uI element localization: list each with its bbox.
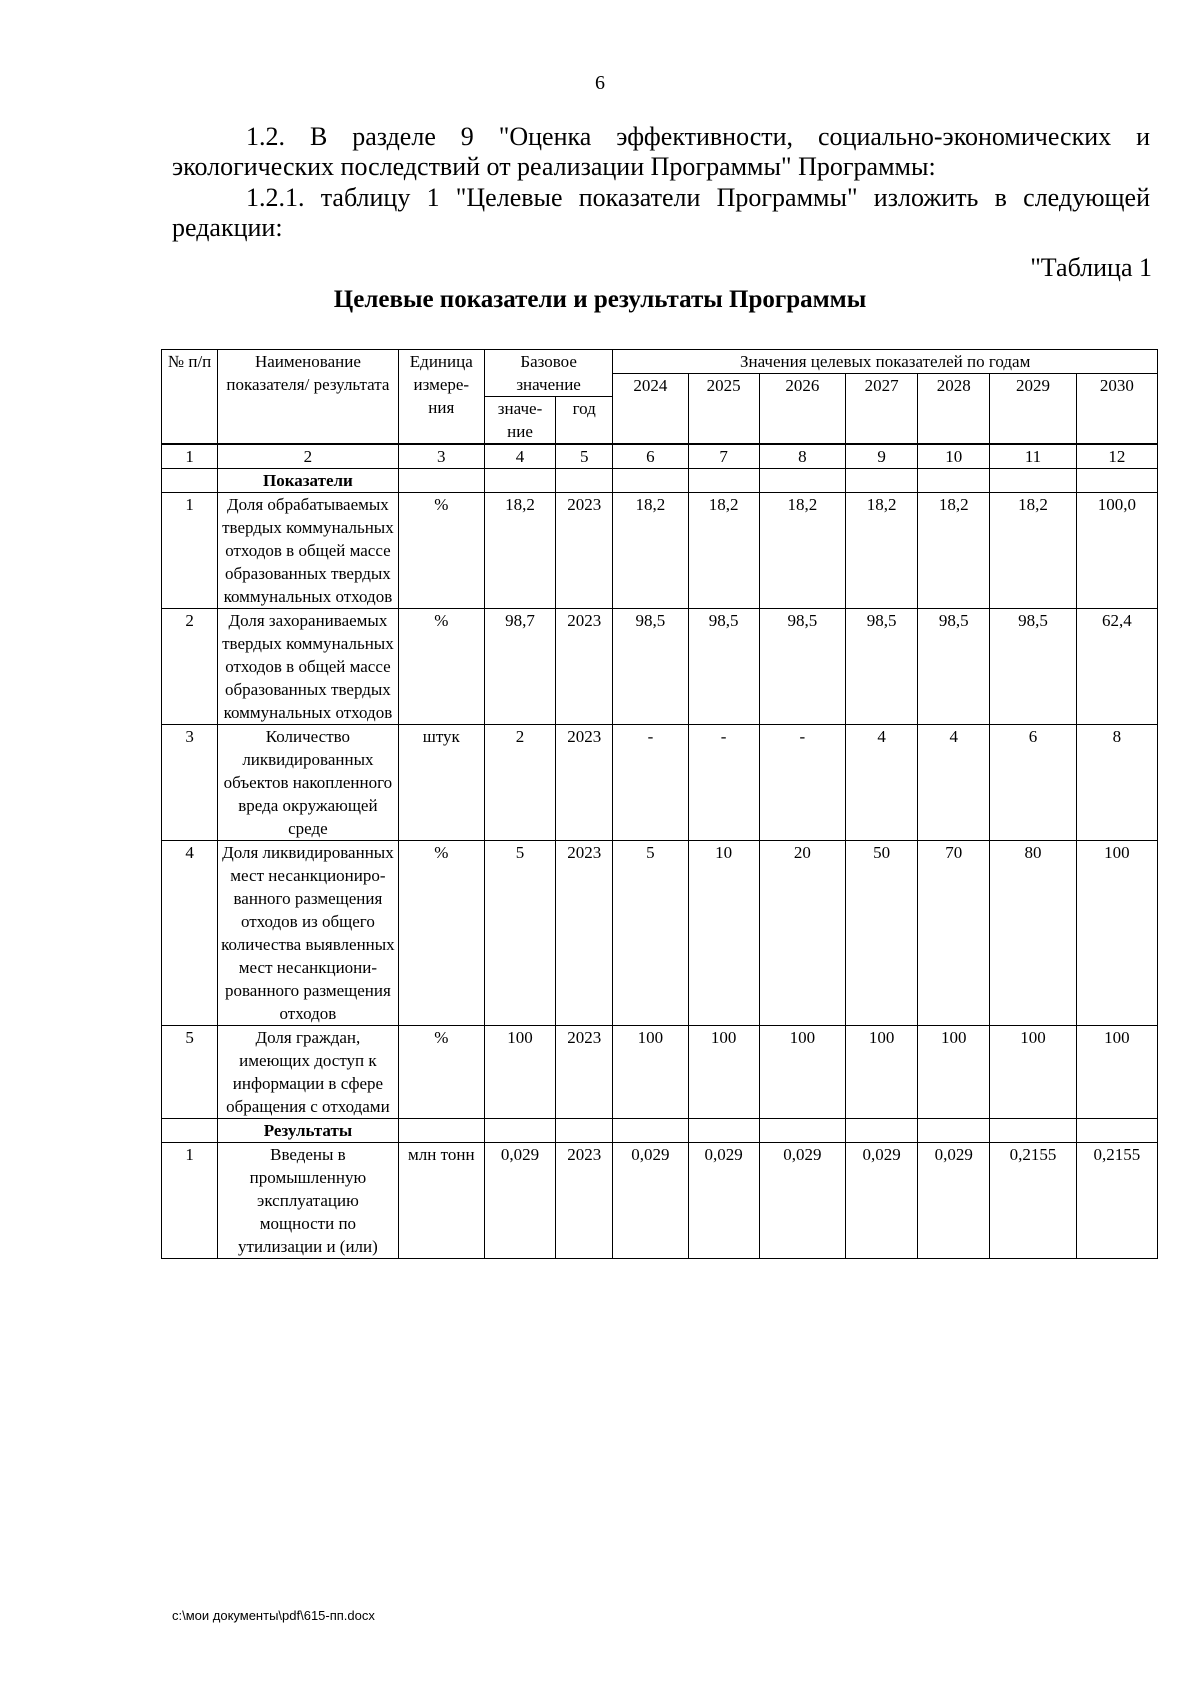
- year-value-cell: 18,2: [688, 493, 759, 609]
- year-value-cell: 0,029: [759, 1143, 845, 1259]
- header-name: Наименование показателя/ результата: [218, 350, 399, 445]
- unit-cell: %: [398, 493, 484, 609]
- row-number: 3: [162, 725, 218, 841]
- header-unit: Единица измере-ния: [398, 350, 484, 445]
- year-value-cell: 100: [990, 1026, 1076, 1119]
- year-value-cell: 0,029: [918, 1143, 990, 1259]
- header-year: 2025: [688, 374, 759, 445]
- year-value-cell: 4: [845, 725, 917, 841]
- col-number: 10: [918, 444, 990, 469]
- table-row: [162, 1143, 1158, 1259]
- row-number: 2: [162, 609, 218, 725]
- year-value-cell: 0,029: [845, 1143, 917, 1259]
- indicator-rows: [162, 493, 1158, 1119]
- col-number: 5: [556, 444, 613, 469]
- file-path-footer: c:\мои документы\pdf\615-пп.docx: [172, 1608, 375, 1623]
- header-num: № п/п: [162, 350, 218, 445]
- unit-cell: %: [398, 609, 484, 725]
- year-value-cell: 20: [759, 841, 845, 1026]
- col-number: 12: [1076, 444, 1157, 469]
- unit-cell: %: [398, 1026, 484, 1119]
- row-number: 5: [162, 1026, 218, 1119]
- table-row: [162, 841, 1158, 1026]
- base-value-cell: 2: [484, 725, 555, 841]
- col-number: 4: [484, 444, 555, 469]
- col-number: 1: [162, 444, 218, 469]
- result-rows: [162, 1143, 1158, 1259]
- header-years-group: Значения целевых показателей по годам: [613, 350, 1158, 374]
- year-value-cell: 100: [1076, 841, 1157, 1026]
- col-number: 6: [613, 444, 688, 469]
- row-number: 1: [162, 493, 218, 609]
- indicator-name: Количество ликвидированных объектов накопленного вреда окружающей среде: [218, 725, 399, 841]
- year-value-cell: 18,2: [990, 493, 1076, 609]
- paragraph-1-2: 1.2. В разделе 9 "Оценка эффективности, социально-экономических и экологических последствий от реализации Программы" Программы:: [172, 122, 1150, 181]
- targets-table: [161, 349, 1158, 1259]
- year-value-cell: 98,5: [918, 609, 990, 725]
- header-year: 2029: [990, 374, 1076, 445]
- year-value-cell: 100: [759, 1026, 845, 1119]
- year-value-cell: -: [613, 725, 688, 841]
- base-value-cell: 5: [484, 841, 555, 1026]
- year-value-cell: 98,5: [688, 609, 759, 725]
- year-value-cell: 0,2155: [990, 1143, 1076, 1259]
- header-base-year: год: [556, 397, 613, 445]
- page-number: 6: [595, 72, 605, 94]
- indicator-name: Доля обрабатываемых твердых коммунальных отходов в общей массе образованных твердых коммунальных отходов: [218, 493, 399, 609]
- paragraph-1-2-1: 1.2.1. таблицу 1 "Целевые показатели Программы" изложить в следующей редакции:: [172, 183, 1150, 242]
- header-year: 2030: [1076, 374, 1157, 445]
- header-year: 2027: [845, 374, 917, 445]
- col-number: 11: [990, 444, 1076, 469]
- year-value-cell: 100: [688, 1026, 759, 1119]
- base-year-cell: 2023: [556, 1143, 613, 1259]
- results-section: [162, 1119, 1158, 1143]
- indicator-name: Доля ликвидированных мест несанкциониро-ванного размещения отходов из общего количества выявленных мест несанкциони-рованного размещения отходов: [218, 841, 399, 1026]
- year-value-cell: 62,4: [1076, 609, 1157, 725]
- indicator-name: Доля граждан, имеющих доступ к информации в сфере обращения с отходами: [218, 1026, 399, 1119]
- year-value-cell: 100,0: [1076, 493, 1157, 609]
- base-year-cell: 2023: [556, 493, 613, 609]
- year-value-cell: 100: [918, 1026, 990, 1119]
- base-year-cell: 2023: [556, 609, 613, 725]
- year-value-cell: 98,5: [990, 609, 1076, 725]
- column-number-row: [162, 444, 1158, 469]
- col-number: 9: [845, 444, 917, 469]
- year-value-cell: 6: [990, 725, 1076, 841]
- year-value-cell: 5: [613, 841, 688, 1026]
- year-value-cell: 100: [613, 1026, 688, 1119]
- year-value-cell: 0,029: [613, 1143, 688, 1259]
- year-value-cell: 4: [918, 725, 990, 841]
- base-year-cell: 2023: [556, 725, 613, 841]
- header-base-value: значе-ние: [484, 397, 555, 445]
- indicator-name: Доля захораниваемых твердых коммунальных отходов в общей массе образованных твердых коммунальных отходов: [218, 609, 399, 725]
- unit-cell: %: [398, 841, 484, 1026]
- header-year: 2026: [759, 374, 845, 445]
- year-value-cell: 0,029: [688, 1143, 759, 1259]
- unit-cell: штук: [398, 725, 484, 841]
- section-heading-indicators: Показатели: [218, 469, 399, 493]
- col-number: 2: [218, 444, 399, 469]
- table-row: [162, 1026, 1158, 1119]
- year-value-cell: 50: [845, 841, 917, 1026]
- year-value-cell: 10: [688, 841, 759, 1026]
- year-value-cell: 100: [1076, 1026, 1157, 1119]
- header-year: 2024: [613, 374, 688, 445]
- year-value-cell: 98,5: [759, 609, 845, 725]
- indicator-name: Введены в промышленную эксплуатацию мощности по утилизации и (или): [218, 1143, 399, 1259]
- base-value-cell: 98,7: [484, 609, 555, 725]
- row-number: 4: [162, 841, 218, 1026]
- base-value-cell: 0,029: [484, 1143, 555, 1259]
- col-number: 7: [688, 444, 759, 469]
- base-year-cell: 2023: [556, 841, 613, 1026]
- base-value-cell: 18,2: [484, 493, 555, 609]
- table-header: [162, 350, 1158, 445]
- year-value-cell: -: [759, 725, 845, 841]
- year-value-cell: 18,2: [613, 493, 688, 609]
- year-value-cell: 98,5: [845, 609, 917, 725]
- year-value-cell: -: [688, 725, 759, 841]
- year-value-cell: 0,2155: [1076, 1143, 1157, 1259]
- table-row: [162, 609, 1158, 725]
- year-value-cell: 18,2: [918, 493, 990, 609]
- year-value-cell: 70: [918, 841, 990, 1026]
- unit-cell: млн тонн: [398, 1143, 484, 1259]
- base-year-cell: 2023: [556, 1026, 613, 1119]
- row-number: 1: [162, 1143, 218, 1259]
- base-value-cell: 100: [484, 1026, 555, 1119]
- indicators-section: [162, 469, 1158, 493]
- year-value-cell: 80: [990, 841, 1076, 1026]
- table-row: [162, 725, 1158, 841]
- year-value-cell: 100: [845, 1026, 917, 1119]
- col-number: 3: [398, 444, 484, 469]
- header-base: Базовое значение: [484, 350, 612, 397]
- header-year: 2028: [918, 374, 990, 445]
- col-number: 8: [759, 444, 845, 469]
- table-title: Целевые показатели и результаты Программы: [333, 286, 867, 313]
- year-value-cell: 18,2: [759, 493, 845, 609]
- section-heading-results: Результаты: [218, 1119, 399, 1143]
- year-value-cell: 98,5: [613, 609, 688, 725]
- table-label: "Таблица 1: [1030, 253, 1152, 282]
- table-row: [162, 493, 1158, 609]
- year-value-cell: 8: [1076, 725, 1157, 841]
- year-value-cell: 18,2: [845, 493, 917, 609]
